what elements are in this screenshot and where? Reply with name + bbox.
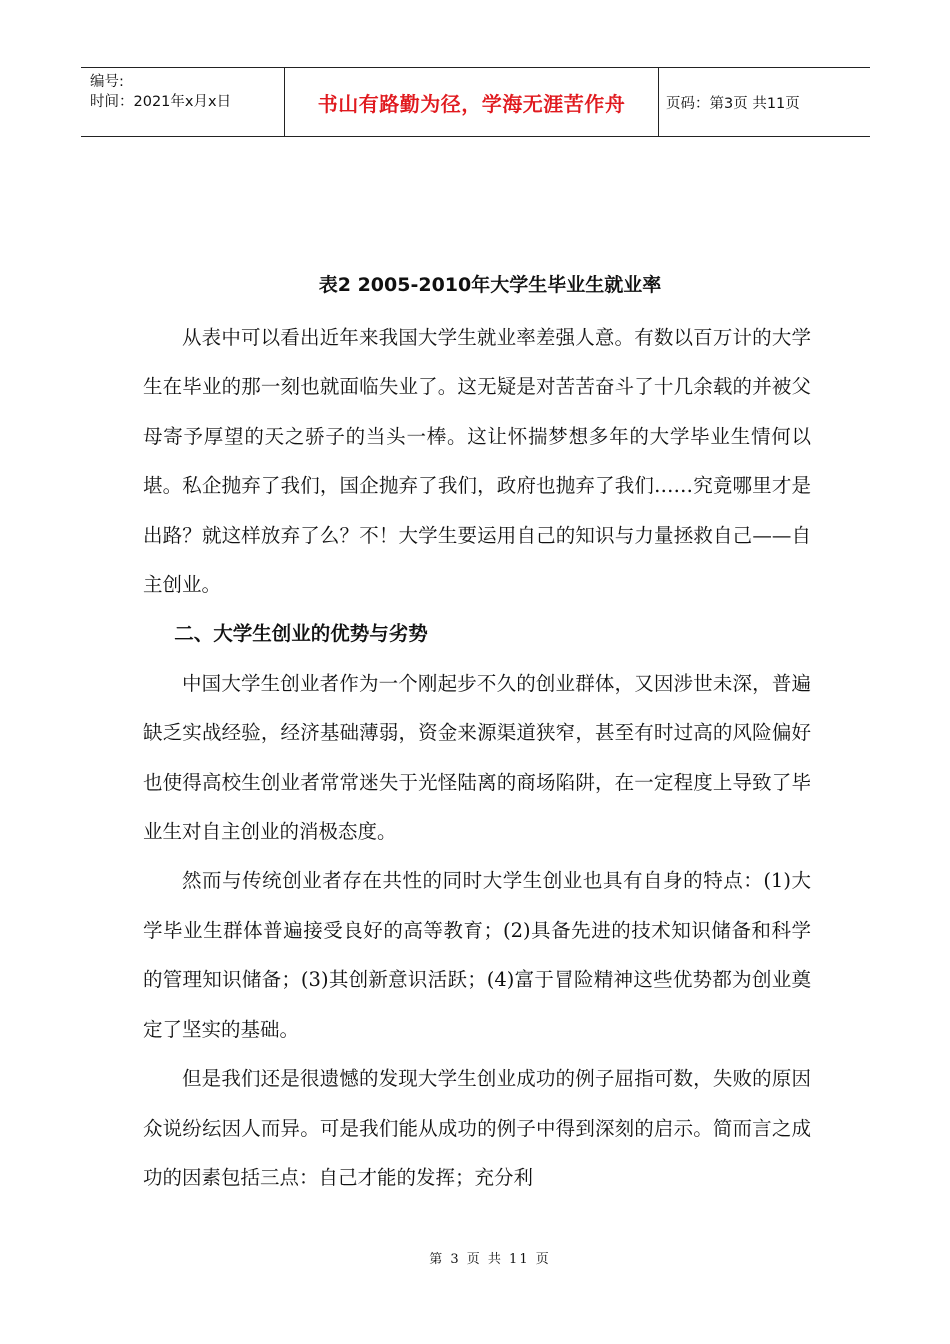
document-header <box>81 67 870 137</box>
paragraph-4: 但是我们还是很遗憾的发现大学生创业成功的例子屈指可数，失败的原因众说纷纭因人而异。可是我们能从成功的例子中得到深刻的启示。简而言之成功的因素包括三点：自己才能的发挥；充分利 <box>143 1067 811 1189</box>
document-body <box>143 313 811 1202</box>
page-footer: 第 3 页 共 11 页 <box>429 1252 551 1267</box>
header-motto: 书山有路勤为径，学海无涯苦作舟 <box>285 68 659 136</box>
number-label: 编号: <box>90 74 124 90</box>
section-heading: 二、大学生创业的优势与劣势 <box>174 622 428 646</box>
paragraph-1: 从表中可以看出近年来我国大学生就业率差强人意。有数以百万计的大学生在毕业的那一刻也就面临失业了。这无疑是对苦苦奋斗了十几余载的并被父母寄予厚望的天之骄子的当头一棒。这让怀揣梦想多年的大学毕业生情何以堪。私企抛弃了我们，国企抛弃了我们，政府也抛弃了我们……究竟哪里才是出路？就这样放弃了么？不！大学生要运用自己的知识与力量拯救自己——自主创业。 <box>143 326 811 597</box>
header-page-info: 页码：第3页 共11页 <box>666 95 800 112</box>
header-meta-cell <box>81 68 285 136</box>
date-label: 时间：2021年x月x日 <box>90 94 232 110</box>
table-caption: 表2 2005-2010年大学生毕业生就业率 <box>318 274 662 296</box>
paragraph-3: 然而与传统创业者存在共性的同时大学生创业也具有自身的特点：(1)大学毕业生群体普遍接受良好的高等教育；(2)具备先进的技术知识储备和科学的管理知识储备；(3)其创新意识活跃；(4)富于冒险精神这些优势都为创业奠定了坚实的基础。 <box>143 869 811 1041</box>
paragraph-2: 中国大学生创业者作为一个刚起步不久的创业群体，又因涉世未深，普遍缺乏实战经验，经济基础薄弱，资金来源渠道狭窄，甚至有时过高的风险偏好也使得高校生创业者常常迷失于光怪陆离的商场陷阱，在一定程度上导致了毕业生对自主创业的消极态度。 <box>143 671 811 844</box>
